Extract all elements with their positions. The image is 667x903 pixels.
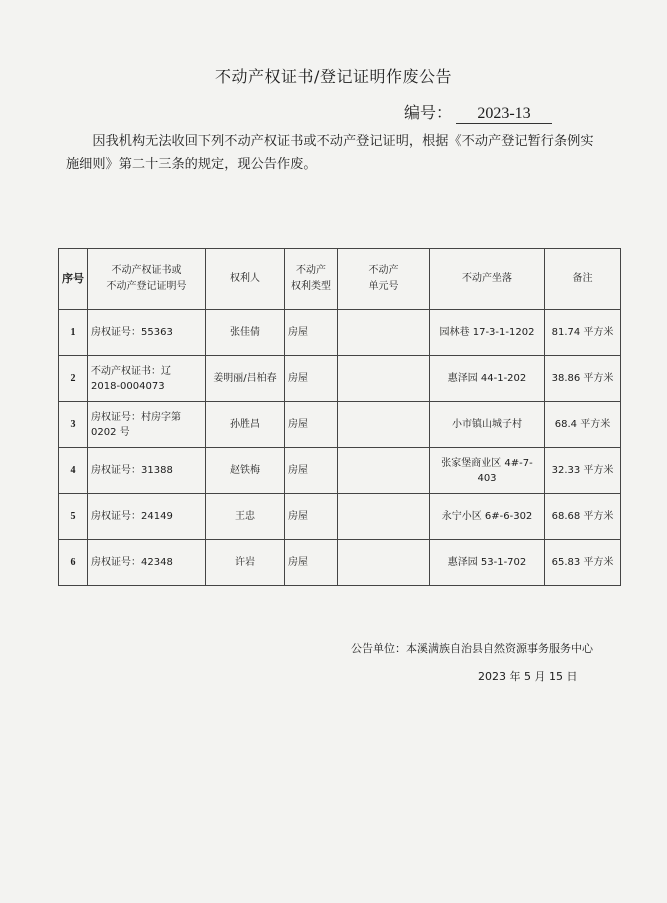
void-certificates-table (58, 248, 621, 586)
header-cert: 不动产权证书或 不动产登记证明号 (88, 249, 206, 310)
header-idx: 序号 (59, 249, 88, 310)
document-title: 不动产权证书/登记证明作废公告 (215, 67, 452, 86)
table-row: 3 房权证号：村房字第 0202 号 孙胜昌 房屋 小市镇山城子村 68.4 平方米 (59, 402, 621, 448)
issuer-line: 公告单位：本溪满族自治县自然资源事务服务中心 (351, 642, 593, 655)
table-row: 1 房权证号：55363 张佳倩 房屋 园林巷 17-3-1-1202 81.74 平方米 (59, 310, 621, 356)
table-row: 6 房权证号：42348 许岩 房屋 惠泽园 53-1-702 65.83 平方米 (59, 540, 621, 586)
notice-number (404, 100, 552, 124)
table-header-row (59, 249, 621, 310)
table-row: 2 不动产权证书：辽 2018-0004073 姜明丽/吕柏春 房屋 惠泽园 44-1-202 38.86 平方米 (59, 356, 621, 402)
notice-number-value: 2023-13 (456, 105, 552, 124)
header-owner: 权利人 (206, 249, 285, 310)
header-type: 不动产 权利类型 (285, 249, 338, 310)
header-unit: 不动产 单元号 (338, 249, 430, 310)
table-row: 5 房权证号：24149 王忠 房屋 永宁小区 6#-6-302 68.68 平方米 (59, 494, 621, 540)
issue-date: 2023 年 5 月 15 日 (478, 670, 578, 683)
intro-paragraph: 因我机构无法收回下列不动产权证书或不动产登记证明，根据《不动产登记暂行条例实施细则》第二十三条的规定，现公告作废。 (66, 134, 594, 172)
header-note: 备注 (545, 249, 621, 310)
header-location: 不动产坐落 (430, 249, 545, 310)
table-row: 4 房权证号：31388 赵铁梅 房屋 张家堡商业区 4#-7-403 32.33 平方米 (59, 448, 621, 494)
notice-number-label: 编号： (404, 103, 453, 122)
